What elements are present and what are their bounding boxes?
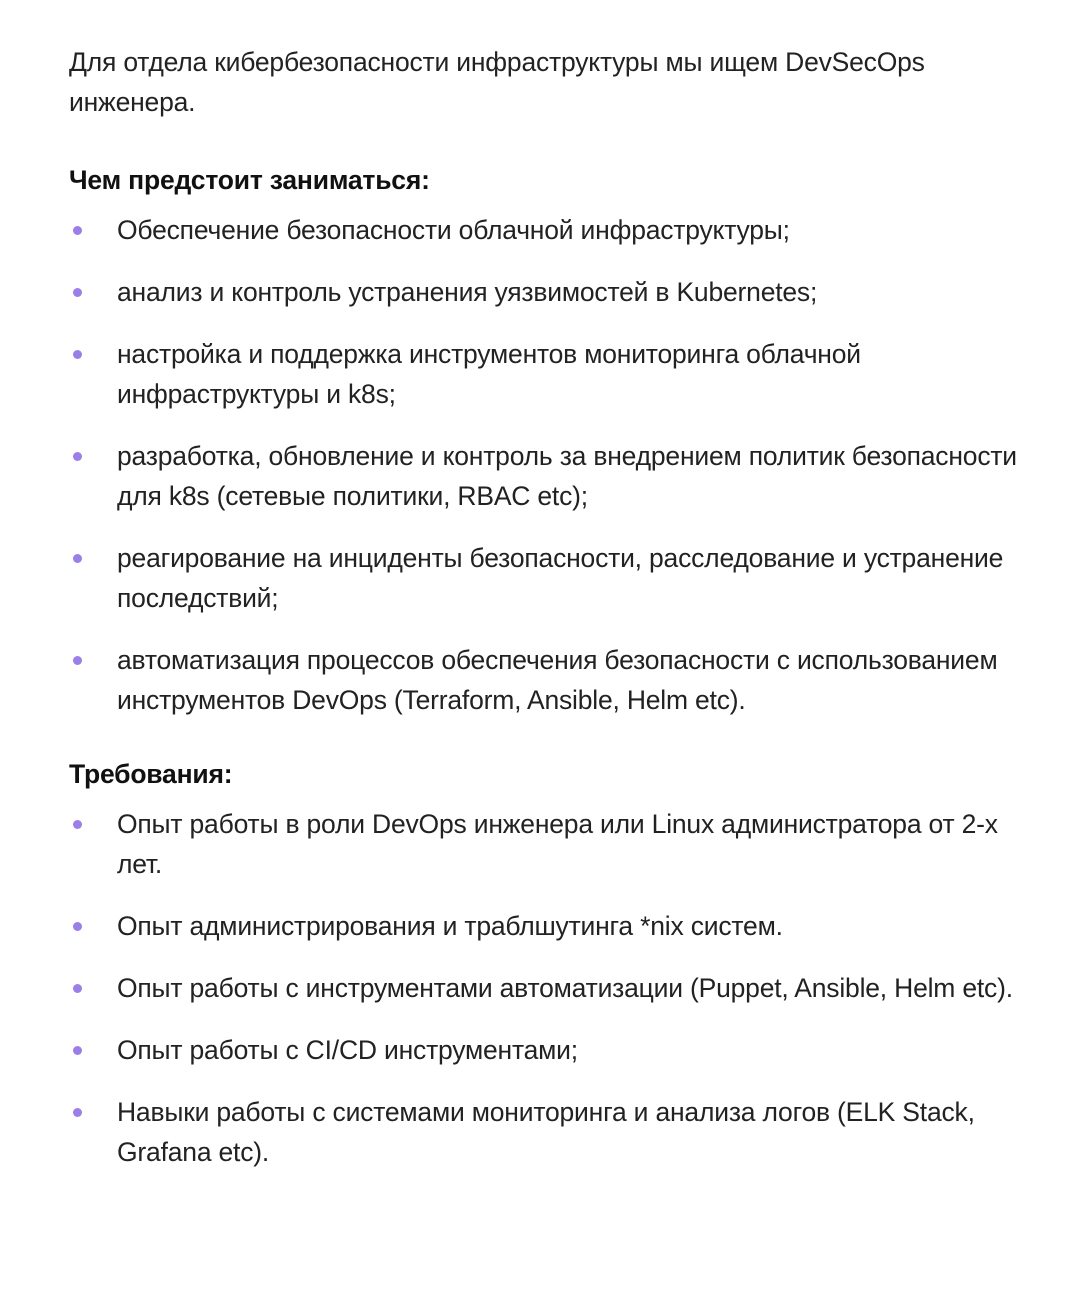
bullet-icon xyxy=(73,656,82,665)
requirements-list xyxy=(69,804,1021,1172)
list-item-text: разработка, обновление и контроль за внедрением политик безопасности для k8s (сетевые политики, RBAC etc); xyxy=(117,441,1017,511)
list-item xyxy=(69,906,1021,946)
list-item xyxy=(69,538,1021,618)
list-item-text: анализ и контроль устранения уязвимостей в Kubernetes; xyxy=(117,277,818,307)
bullet-icon xyxy=(73,288,82,297)
bullet-icon xyxy=(73,350,82,359)
bullet-icon xyxy=(73,922,82,931)
bullet-icon xyxy=(73,1046,82,1055)
list-item xyxy=(69,334,1021,414)
requirements-heading: Требования: xyxy=(69,759,233,789)
list-item xyxy=(69,1030,1021,1070)
bullet-icon xyxy=(73,554,82,563)
list-item xyxy=(69,804,1021,884)
list-item xyxy=(69,436,1021,516)
list-item-text: Опыт работы с CI/CD инструментами; xyxy=(117,1035,578,1065)
duties-list xyxy=(69,210,1021,720)
bullet-icon xyxy=(73,452,82,461)
list-item xyxy=(69,272,1021,312)
list-item-text: Навыки работы с системами мониторинга и анализа логов (ELK Stack, Grafana etc). xyxy=(117,1097,975,1167)
list-item-text: автоматизация процессов обеспечения безопасности с использованием инструментов DevOps (Terraform, Ansible, Helm etc). xyxy=(117,645,998,715)
list-item xyxy=(69,968,1021,1008)
bullet-icon xyxy=(73,984,82,993)
intro-paragraph: Для отдела кибербезопасности инфраструктуры мы ищем DevSecOps инженера. xyxy=(69,47,925,117)
bullet-icon xyxy=(73,226,82,235)
duties-heading: Чем предстоит заниматься: xyxy=(69,165,430,195)
list-item-text: Опыт работы с инструментами автоматизации (Puppet, Ansible, Helm etc). xyxy=(117,973,1013,1003)
list-item xyxy=(69,210,1021,250)
list-item xyxy=(69,1092,1021,1172)
list-item-text: Опыт работы в роли DevOps инженера или Linux администратора от 2-х лет. xyxy=(117,809,998,879)
list-item xyxy=(69,640,1021,720)
list-item-text: настройка и поддержка инструментов мониторинга облачной инфраструктуры и k8s; xyxy=(117,339,861,409)
bullet-icon xyxy=(73,1108,82,1117)
list-item-text: Обеспечение безопасности облачной инфраструктуры; xyxy=(117,215,790,245)
list-item-text: Опыт администрирования и траблшутинга *nix систем. xyxy=(117,911,783,941)
bullet-icon xyxy=(73,820,82,829)
list-item-text: реагирование на инциденты безопасности, расследование и устранение последствий; xyxy=(117,543,1004,613)
